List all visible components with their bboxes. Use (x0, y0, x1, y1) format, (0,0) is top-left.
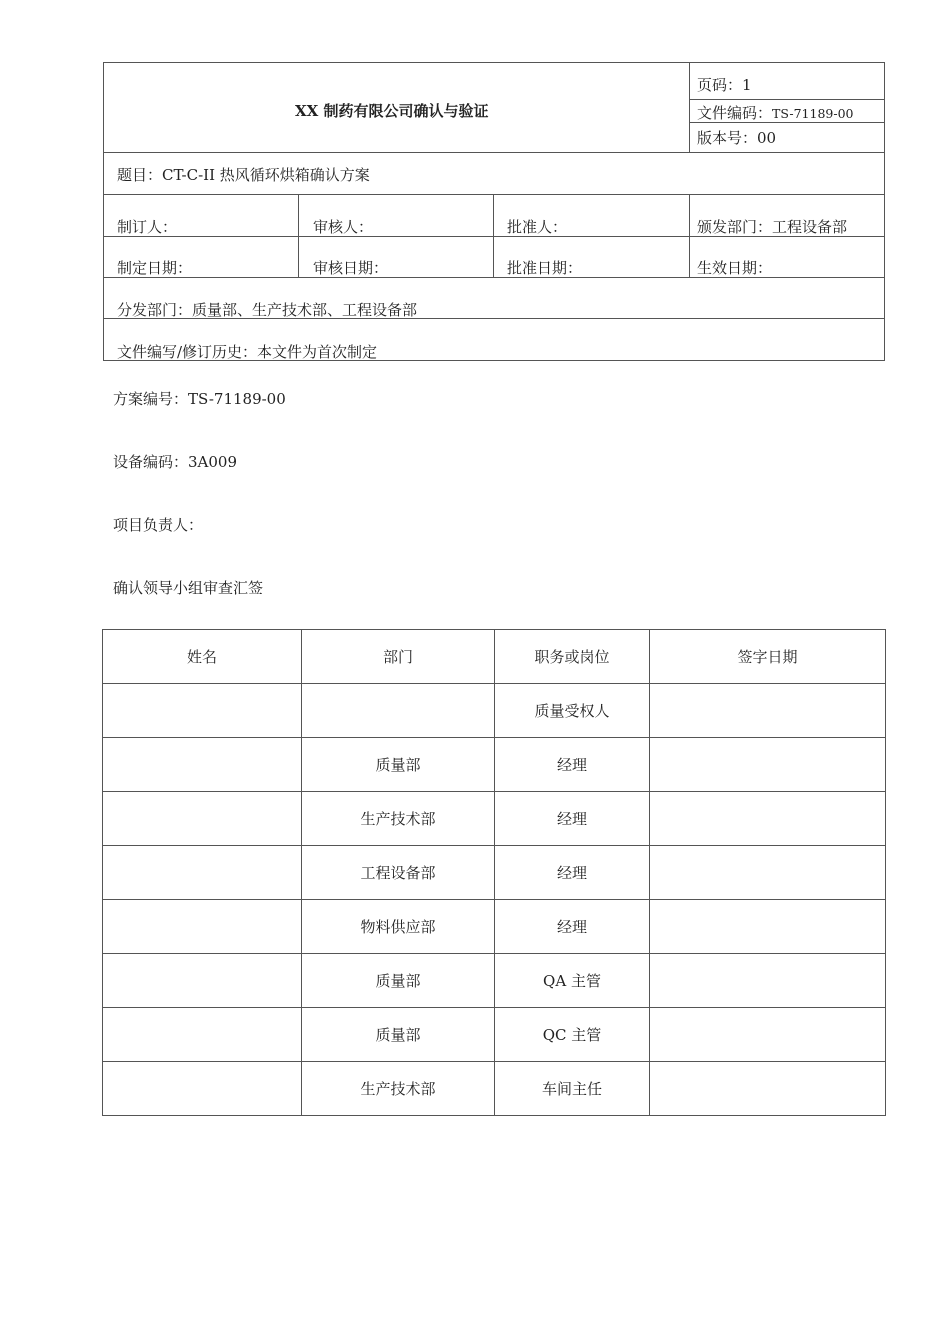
drafter: 制订人： (117, 218, 178, 236)
header-border-right (884, 62, 885, 361)
header-title-divider (689, 62, 690, 153)
header-sign-date: 签字日期 (650, 630, 886, 684)
cell-department: 生产技术部 (302, 1062, 495, 1116)
header-name: 姓名 (103, 630, 302, 684)
signoff-table (102, 629, 886, 1116)
cell-name (103, 900, 302, 954)
cell-position: QC 主管 (495, 1008, 650, 1062)
distribution: 分发部门：质量部、生产技术部、工程设备部 (117, 301, 418, 319)
cell-sign-date (650, 738, 886, 792)
table-row (103, 792, 886, 846)
cell-position: 质量受权人 (495, 684, 650, 738)
effective-date: 生效日期： (697, 259, 773, 277)
approve-date: 批准日期： (507, 259, 583, 277)
header-row-divider-1 (103, 152, 885, 153)
version (697, 129, 776, 147)
table-row (103, 900, 886, 954)
table-row (103, 1008, 886, 1062)
cell-department: 生产技术部 (302, 792, 495, 846)
company-title: XX 制药有限公司确认与验证 (295, 102, 489, 120)
version-value: 00 (757, 129, 777, 147)
page-number (697, 76, 752, 94)
header-row-divider-3 (103, 236, 885, 237)
cell-position: 经理 (495, 738, 650, 792)
revision-history: 文件编写/修订历史：本文件为首次制定 (117, 343, 378, 361)
equipment-code: 设备编码：3A009 (113, 453, 238, 471)
header-border-left (103, 62, 104, 361)
signoff-title: 确认领导小组审查汇签 (113, 579, 264, 597)
header-col-divider-1 (298, 194, 299, 278)
table-row (103, 1062, 886, 1116)
cell-sign-date (650, 954, 886, 1008)
cell-name (103, 684, 302, 738)
table-row (103, 684, 886, 738)
cell-name (103, 1062, 302, 1116)
version-label: 版本号： (697, 129, 758, 147)
table-row (103, 846, 886, 900)
issuing-dept: 颁发部门：工程设备部 (697, 218, 848, 236)
cell-name (103, 846, 302, 900)
cell-department (302, 684, 495, 738)
project-lead: 项目负责人： (113, 516, 204, 534)
doc-code-label: 文件编码： (697, 104, 773, 122)
cell-name (103, 954, 302, 1008)
review-date: 审核日期： (313, 259, 389, 277)
table-row (103, 738, 886, 792)
header-col-divider-2 (493, 194, 494, 278)
cell-sign-date (650, 1008, 886, 1062)
cell-department: 质量部 (302, 738, 495, 792)
header-row-divider-4 (103, 277, 885, 278)
table-header-row (103, 630, 886, 684)
cell-position: 经理 (495, 846, 650, 900)
subject: 题目：CT-C-II 热风循环烘箱确认方案 (117, 166, 370, 184)
cell-name (103, 1008, 302, 1062)
cell-department: 物料供应部 (302, 900, 495, 954)
cell-sign-date (650, 684, 886, 738)
plan-number: 方案编号：TS-71189-00 (113, 390, 286, 408)
table-row (103, 954, 886, 1008)
header-border-top (103, 62, 885, 63)
header-position: 职务或岗位 (495, 630, 650, 684)
cell-sign-date (650, 792, 886, 846)
cell-sign-date (650, 900, 886, 954)
cell-name (103, 792, 302, 846)
header-col-divider-3 (689, 194, 690, 278)
cell-name (103, 738, 302, 792)
cell-department: 质量部 (302, 1008, 495, 1062)
page-number-label: 页码： (697, 76, 743, 94)
approver: 批准人： (507, 218, 568, 236)
cell-position: 经理 (495, 792, 650, 846)
cell-sign-date (650, 846, 886, 900)
draft-date: 制定日期： (117, 259, 193, 277)
cell-sign-date (650, 1062, 886, 1116)
header-department: 部门 (302, 630, 495, 684)
header-meta-divider-1 (689, 99, 885, 100)
cell-position: 车间主任 (495, 1062, 650, 1116)
cell-department: 工程设备部 (302, 846, 495, 900)
header-row-divider-2 (103, 194, 885, 195)
cell-position: 经理 (495, 900, 650, 954)
cell-department: 质量部 (302, 954, 495, 1008)
cell-position: QA 主管 (495, 954, 650, 1008)
page-number-value: 1 (742, 76, 752, 94)
doc-code (697, 104, 854, 123)
reviewer: 审核人： (313, 218, 374, 236)
doc-code-value: TS-71189-00 (772, 106, 854, 121)
